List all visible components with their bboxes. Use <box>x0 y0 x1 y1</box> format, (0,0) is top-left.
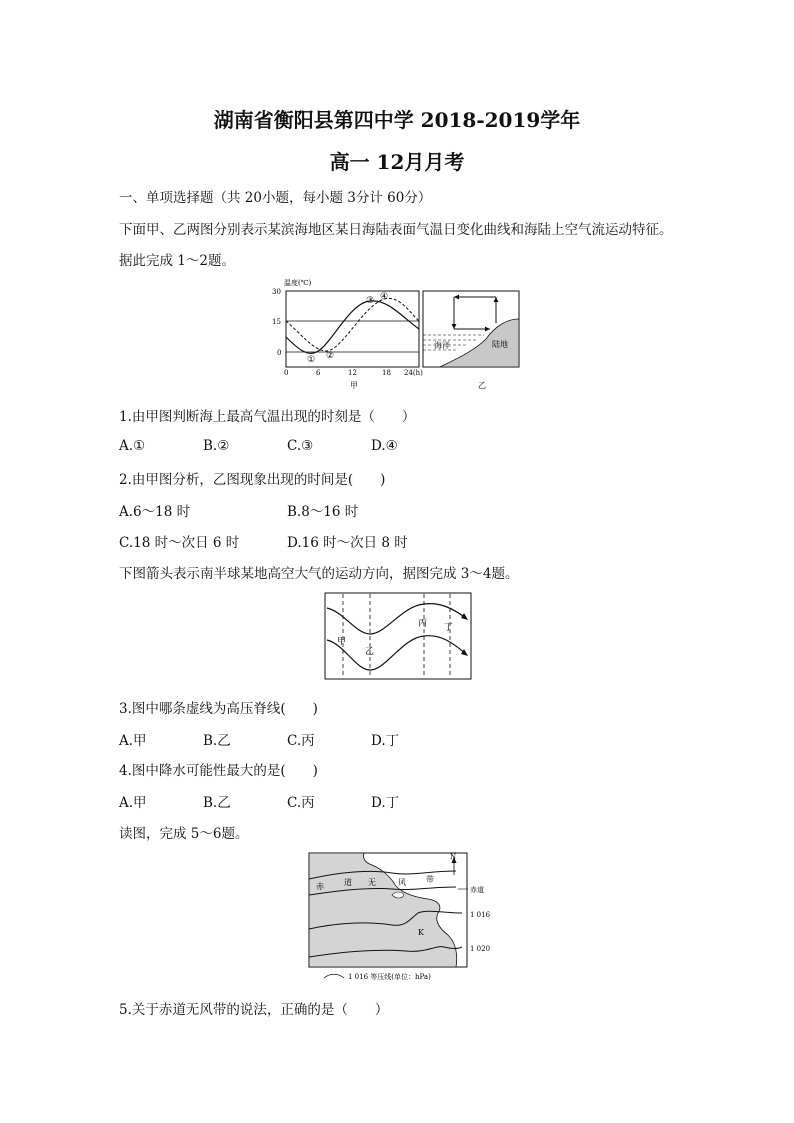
q3-option-c[interactable]: C.丙 <box>287 733 315 749</box>
fig1-arrowhead-right <box>494 297 499 302</box>
fig1-arrowhead-top <box>454 295 459 300</box>
section-heading: 一、单项选择题（共 20小题，每小题 3分计 60分） <box>119 190 432 206</box>
fig1-xtick-24: 24(h) <box>404 369 423 377</box>
fig3-point-k: K <box>418 928 424 937</box>
fig2-label-ding: 丁 <box>444 623 454 633</box>
q2-option-a[interactable]: A.6～18 时 <box>119 504 191 520</box>
exam-subtitle: 高一 12月月考 <box>329 150 465 174</box>
fig3-legend-symbol <box>324 974 344 978</box>
q1-option-b[interactable]: B.② <box>203 438 230 454</box>
fig2-frame <box>325 593 471 679</box>
fig1-dashed-curve <box>286 298 419 351</box>
q2-option-d[interactable]: D.16 时～次日 8 时 <box>287 535 408 551</box>
q3-stem: 3.图中哪条虚线为高压脊线( ) <box>119 701 318 717</box>
fig2-label-yi: 乙 <box>365 647 375 657</box>
q2-option-c[interactable]: C.18 时～次日 6 时 <box>119 535 240 551</box>
fig3-belt-char-1: 赤 <box>316 882 324 891</box>
fig1-xtick-12: 12 <box>348 369 357 377</box>
fig1-xtick-18: 18 <box>382 369 391 377</box>
fig1-caption-left: 甲 <box>350 381 358 390</box>
fig3-legend: 1 016 等压线(单位：hPa) <box>348 973 431 981</box>
fig1-ylabel: 温度(℃) <box>284 279 312 287</box>
fig3-belt-char-2: 道 <box>344 878 352 887</box>
fig1-ytick-15: 15 <box>272 318 281 326</box>
fig1-xtick-6: 6 <box>316 369 321 377</box>
fig3-isobar-1020-label: 1 020 <box>470 945 491 953</box>
fig3-north-label: N <box>450 853 457 861</box>
fig2-label-bing: 丙 <box>418 619 428 629</box>
q2-stem: 2.由甲图分析，乙图现象出现的时间是( ) <box>119 472 386 488</box>
fig1-marker-2: ② <box>326 351 335 361</box>
intro3: 读图，完成 5～6题。 <box>119 826 249 842</box>
fig2-lower-streamline <box>327 636 466 670</box>
q1-option-d[interactable]: D.④ <box>371 438 398 454</box>
intro1-line1: 下面甲、乙两图分别表示某滨海地区某日海陆表面气温日变化曲线和海陆上空气流运动特征。 <box>119 222 673 238</box>
q3-option-d[interactable]: D.丁 <box>371 733 400 749</box>
fig3-isobar-1016-label: 1 016 <box>470 911 491 919</box>
q1-stem: 1.由甲图判断海上最高气温出现的时刻是（ ） <box>119 409 416 425</box>
q4-option-a[interactable]: A.甲 <box>119 795 147 811</box>
figure-temperature-breeze <box>270 277 526 395</box>
q4-option-d[interactable]: D.丁 <box>371 795 400 811</box>
intro2: 下图箭头表示南半球某地高空大气的运动方向，据图完成 3～4题。 <box>119 566 519 582</box>
fig2-label-jia: 甲 <box>337 637 347 647</box>
fig1-land-label: 陆地 <box>492 340 508 349</box>
fig2-upper-arrowhead <box>461 613 468 620</box>
q4-option-c[interactable]: C.丙 <box>287 795 315 811</box>
q4-stem: 4.图中降水可能性最大的是( ) <box>119 763 318 779</box>
fig1-sea-label: 海洋 <box>434 341 450 350</box>
fig1-marker-4: ④ <box>380 292 389 302</box>
fig1-arrowhead-left <box>452 324 457 329</box>
intro1-line2: 据此完成 1～2题。 <box>119 253 235 269</box>
fig1-marker-1: ① <box>307 355 316 365</box>
fig3-equator-label: 赤道 <box>470 886 484 894</box>
fig3-belt-char-3: 无 <box>368 878 376 887</box>
q3-option-a[interactable]: A.甲 <box>119 733 147 749</box>
fig1-ytick-0: 0 <box>277 349 282 357</box>
fig3-belt-char-4: 风 <box>398 878 406 887</box>
figure-upper-air-flow <box>324 592 472 680</box>
figure-doldrums-map <box>306 851 496 983</box>
fig3-belt-char-5: 带 <box>426 875 434 884</box>
fig1-marker-3: ③ <box>366 296 375 306</box>
fig1-solid-curve <box>286 301 419 354</box>
fig1-arrowhead-bottom <box>485 327 490 332</box>
exam-title: 湖南省衡阳县第四中学 2018-2019学年 <box>213 108 581 132</box>
q3-option-b[interactable]: B.乙 <box>203 733 231 749</box>
fig1-caption-right: 乙 <box>478 381 486 390</box>
q1-option-a[interactable]: A.① <box>119 438 146 454</box>
q5-stem: 5.关于赤道无风带的说法，正确的是（ ） <box>119 1002 389 1018</box>
fig1-ytick-30: 30 <box>272 288 281 296</box>
q2-option-b[interactable]: B.8～16 时 <box>287 504 359 520</box>
q4-option-b[interactable]: B.乙 <box>203 795 231 811</box>
q1-option-c[interactable]: C.③ <box>287 438 314 454</box>
fig1-xtick-0: 0 <box>284 369 289 377</box>
